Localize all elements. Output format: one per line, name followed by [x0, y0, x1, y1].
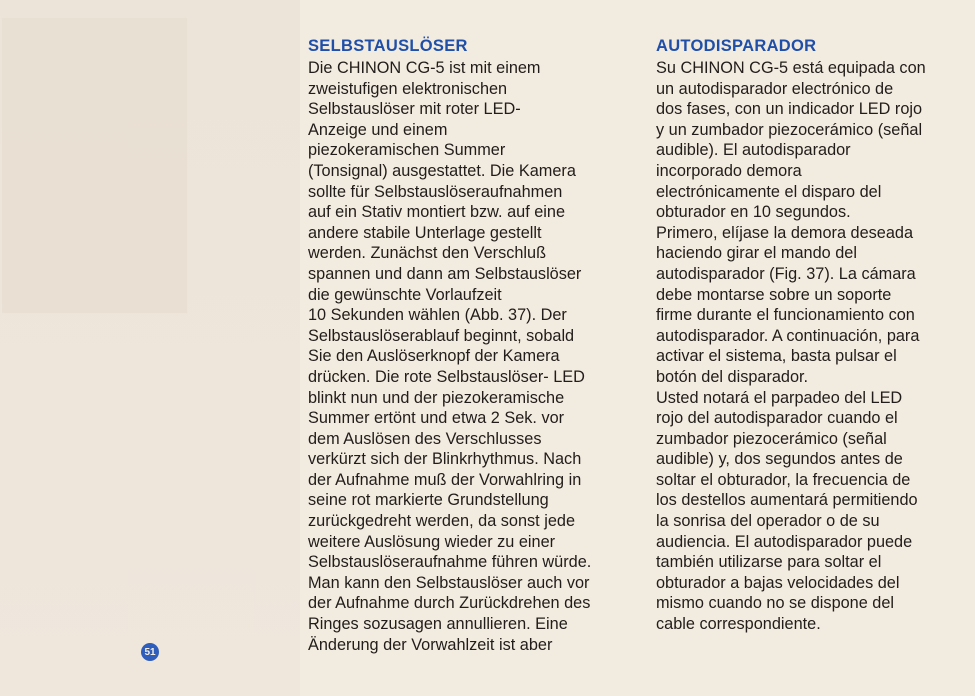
- spanish-text-line: los destellos aumentará permitiendo: [656, 491, 918, 510]
- page-number-badge: 51: [141, 643, 159, 661]
- spanish-text-line: firme durante el funcionamiento con: [656, 306, 915, 325]
- german-text-line: blinkt nun und der piezokeramische: [308, 388, 565, 407]
- spanish-text-line: autodisparador (Fig. 37). La cámara: [656, 264, 916, 283]
- spanish-text-line: Primero, elíjase la demora deseada: [656, 223, 914, 242]
- spanish-text-line: también utilizarse para soltar el: [656, 553, 882, 572]
- german-text-line: (Tonsignal) ausgestattet. Die Kamera: [308, 161, 576, 180]
- german-text-line: die gewünschte Vorlaufzeit: [308, 285, 502, 304]
- german-text-line: Sie den Auslöserknopf der Kamera: [308, 347, 560, 366]
- german-text-line: Die CHINON CG-5 ist mit einem: [308, 59, 541, 77]
- german-text-line: sollte für Selbstauslöseraufnahmen: [308, 182, 563, 201]
- spanish-text-line: obturador a bajas velocidades del: [656, 573, 900, 592]
- spanish-text-line: Usted notará el parpadeo del LED: [656, 388, 903, 407]
- spanish-text-line: audible) y, dos segundos antes de: [656, 450, 903, 469]
- spanish-body: [656, 58, 968, 635]
- spanish-text-line: haciendo girar el mando del: [656, 244, 857, 263]
- spanish-text-line: dos fases, con un indicador LED rojo: [656, 100, 923, 119]
- german-text-line: Selbstauslöseraufnahme führen würde.: [308, 553, 592, 572]
- german-body: [308, 58, 643, 655]
- spanish-text-line: electrónicamente el disparo del: [656, 182, 882, 201]
- german-text-line: 10 Sekunden wählen (Abb. 37). Der: [308, 306, 567, 325]
- german-text-line: Selbstauslöserablauf beginnt, sobald: [308, 326, 575, 345]
- german-text-line: andere stabile Unterlage gestellt: [308, 223, 542, 242]
- spanish-text-line: Su CHINON CG-5 está equipada con: [656, 59, 926, 77]
- spanish-column: [656, 36, 968, 635]
- spanish-text-line: zumbador piezocerámico (señal: [656, 429, 887, 448]
- spanish-text-line: un autodisparador electrónico de: [656, 79, 894, 98]
- spanish-text-line: audiencia. El autodisparador puede: [656, 532, 913, 551]
- spanish-heading: AUTODISPARADOR: [656, 37, 817, 55]
- german-text-line: Anzeige und einem: [308, 120, 448, 139]
- german-text-line: zweistufigen elektronischen: [308, 79, 508, 98]
- spanish-text-line: incorporado demora: [656, 161, 802, 180]
- german-text-line: Ringes sozusagen annullieren. Eine: [308, 615, 568, 634]
- german-text-line: drücken. Die rote Selbstauslöser- LED: [308, 367, 585, 386]
- spanish-text-line: y un zumbador piezocerámico (señal: [656, 120, 923, 139]
- german-text-line: piezokeramischen Summer: [308, 141, 506, 160]
- german-text-line: dem Auslösen des Verschlusses: [308, 429, 542, 448]
- spanish-text-line: activar el sistema, basta pulsar el: [656, 347, 897, 366]
- german-heading: SELBSTAUSLÖSER: [308, 37, 468, 55]
- spanish-text-line: debe montarse sobre un soporte: [656, 285, 892, 304]
- spanish-text-line: botón del disparador.: [656, 367, 809, 386]
- german-text-line: werden. Zunächst den Verschluß: [308, 244, 547, 263]
- german-text-line: der Aufnahme durch Zurückdrehen des: [308, 594, 591, 613]
- german-column: [308, 36, 643, 655]
- german-text-line: Änderung der Vorwahlzeit ist aber: [308, 635, 553, 654]
- german-text-line: seine rot markierte Grundstellung: [308, 491, 549, 510]
- left-page: [0, 0, 300, 696]
- german-text-line: weitere Auslösung wieder zu einer: [308, 532, 556, 551]
- spanish-text-line: la sonrisa del operador o de su: [656, 512, 880, 531]
- spanish-text-line: autodisparador. A continuación, para: [656, 326, 920, 345]
- spanish-text-line: soltar el obturador, la frecuencia de: [656, 470, 911, 489]
- show-through-panel: [2, 18, 187, 313]
- german-text-line: der Aufnahme muß der Vorwahlring in: [308, 470, 582, 489]
- spanish-text-line: cable correspondiente.: [656, 615, 821, 634]
- spanish-text-line: rojo del autodisparador cuando el: [656, 409, 898, 428]
- german-text-line: Summer ertönt und etwa 2 Sek. vor: [308, 409, 565, 428]
- spanish-text-line: mismo cuando no se dispone del: [656, 594, 895, 613]
- spanish-text-line: obturador en 10 segundos.: [656, 203, 851, 222]
- german-text-line: Selbstauslöser mit roter LED-: [308, 100, 521, 119]
- german-text-line: auf ein Stativ montiert bzw. auf eine: [308, 203, 566, 222]
- german-text-line: spannen und dann am Selbstauslöser: [308, 264, 582, 283]
- german-text-line: zurückgedreht werden, da sonst jede: [308, 512, 575, 531]
- german-text-line: Man kann den Selbstauslöser auch vor: [308, 573, 590, 592]
- spanish-text-line: audible). El autodisparador: [656, 141, 851, 160]
- german-text-line: verkürzt sich der Blinkrhythmus. Nach: [308, 450, 582, 469]
